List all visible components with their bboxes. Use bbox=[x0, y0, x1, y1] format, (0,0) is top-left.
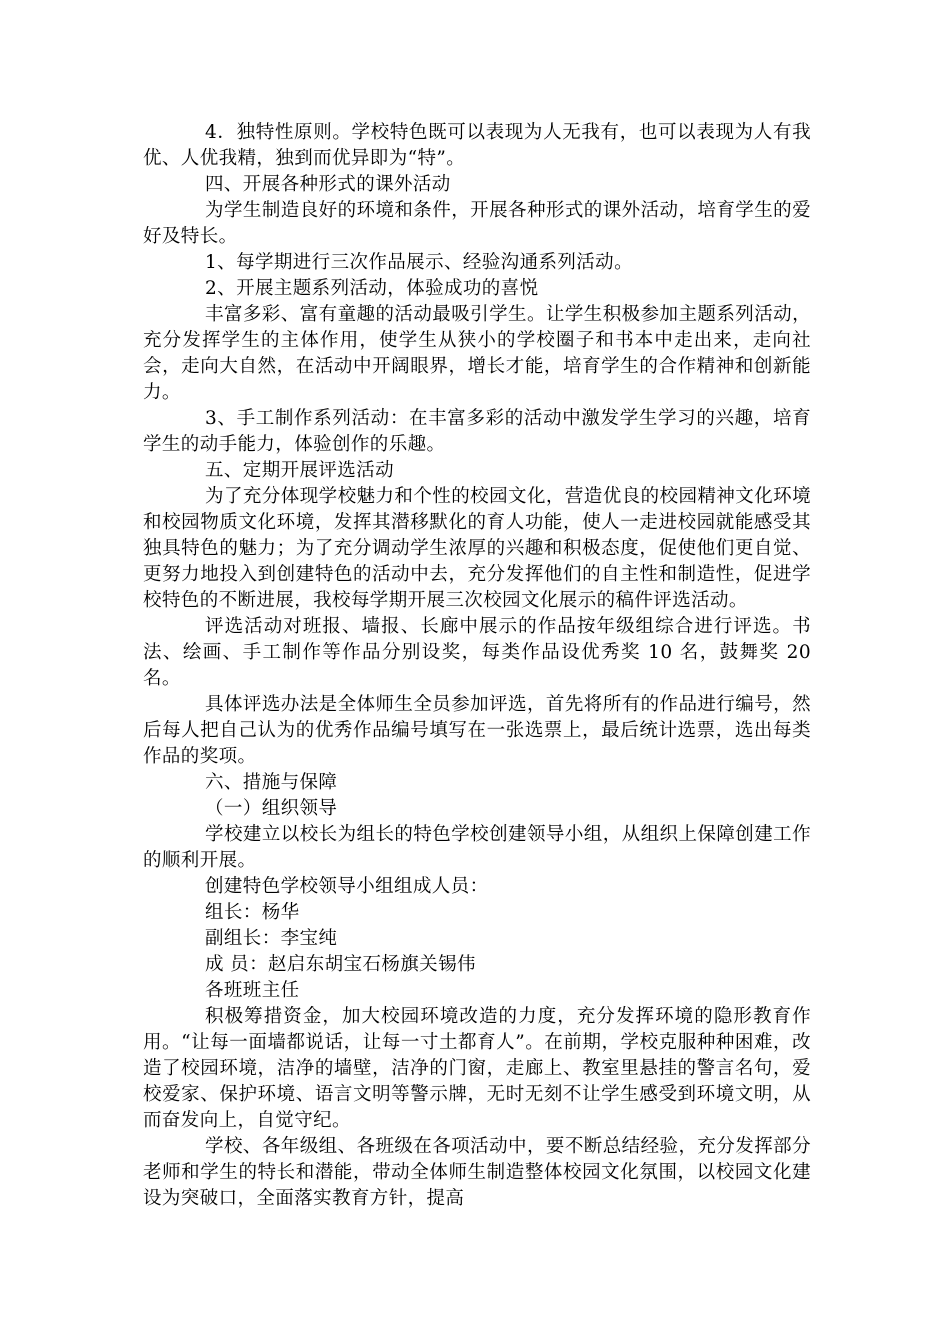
section-heading: 五、定期开展评选活动 bbox=[205, 460, 395, 481]
list-item: 2、开展主题系列活动，体验成功的喜悦 bbox=[205, 278, 539, 299]
paragraph: 学校、各年级组、各班级在各项活动中，要不断总结经验，充分发挥部分老师和学生的特长和潜能，带动全体师生制造整体校园文化氛围，以校园文化建设为突破口，全面落实教育方针，提高 bbox=[143, 1136, 811, 1209]
paragraph: 学校建立以校长为组长的特色学校创建领导小组，从组织上保障创建工作的顺利开展。 bbox=[143, 824, 811, 871]
document-body bbox=[143, 120, 811, 1212]
subsection-heading: （一）组织领导 bbox=[205, 798, 338, 819]
paragraph: 具体评选办法是全体师生全员参加评选，首先将所有的作品进行编号，然后每人把自己认为的优秀作品编号填写在一张选票上，最后统计选票，选出每类作品的奖项。 bbox=[143, 694, 811, 767]
member-line: 组长：杨华 bbox=[205, 902, 300, 923]
list-item: 1、每学期进行三次作品展示、经验沟通系列活动。 bbox=[205, 252, 633, 273]
paragraph: 丰富多彩、富有童趣的活动最吸引学生。让学生积极参加主题系列活动，充分发挥学生的主体作用，使学生从狭小的学校圈子和书本中走出来，走向社会，走向大自然，在活动中开阔眼界，增长才能，培育学生的合作精神和创新能力。 bbox=[143, 304, 811, 403]
member-line: 成 员：赵启东胡宝石杨旗关锡伟 bbox=[205, 954, 476, 975]
paragraph: 为学生制造良好的环境和条件，开展各种形式的课外活动，培育学生的爱好及特长。 bbox=[143, 200, 811, 247]
member-line: 各班班主任 bbox=[205, 980, 300, 1001]
paragraph: 4．独特性原则。学校特色既可以表现为人无我有，也可以表现为人有我优、人优我精，独到而优异即为“特”。 bbox=[143, 122, 811, 169]
paragraph: 积极筹措资金，加大校园环境改造的力度，充分发挥环境的隐形教育作用。“让每一面墙都说话，让每一寸土都育人”。在前期，学校克服种种困难，改造了校园环境，洁净的墙壁，洁净的门窗，走廊上、教室里悬挂的警言名句，爱校爱家、保护环境、语言文明等警示牌，无时无刻不让学生感受到环境文明，从而奋发向上，自觉守纪。 bbox=[143, 1006, 811, 1131]
list-item: 3、手工制作系列活动：在丰富多彩的活动中激发学生学习的兴趣，培育学生的动手能力，体验创作的乐趣。 bbox=[143, 408, 811, 455]
paragraph: 为了充分体现学校魅力和个性的校园文化，营造优良的校园精神文化环境和校园物质文化环境，发挥其潜移默化的育人功能，使人一走进校园就能感受其独具特色的魅力；为了充分调动学生浓厚的兴趣和积极态度，促使他们更自觉、更努力地投入到创建特色的活动中去，充分发挥他们的自主性和制造性，促进学校特色的不断进展，我校每学期开展三次校园文化展示的稿件评选活动。 bbox=[143, 486, 811, 611]
member-line: 副组长：李宝纯 bbox=[205, 928, 338, 949]
paragraph: 创建特色学校领导小组组成人员： bbox=[205, 876, 489, 897]
section-heading: 六、措施与保障 bbox=[205, 772, 338, 793]
section-heading: 四、开展各种形式的课外活动 bbox=[205, 174, 451, 195]
paragraph: 评选活动对班报、墙报、长廊中展示的作品按年级组综合进行评选。书法、绘画、手工制作等作品分别设奖，每类作品设优秀奖 10 名，鼓舞奖 20 名。 bbox=[143, 616, 811, 689]
